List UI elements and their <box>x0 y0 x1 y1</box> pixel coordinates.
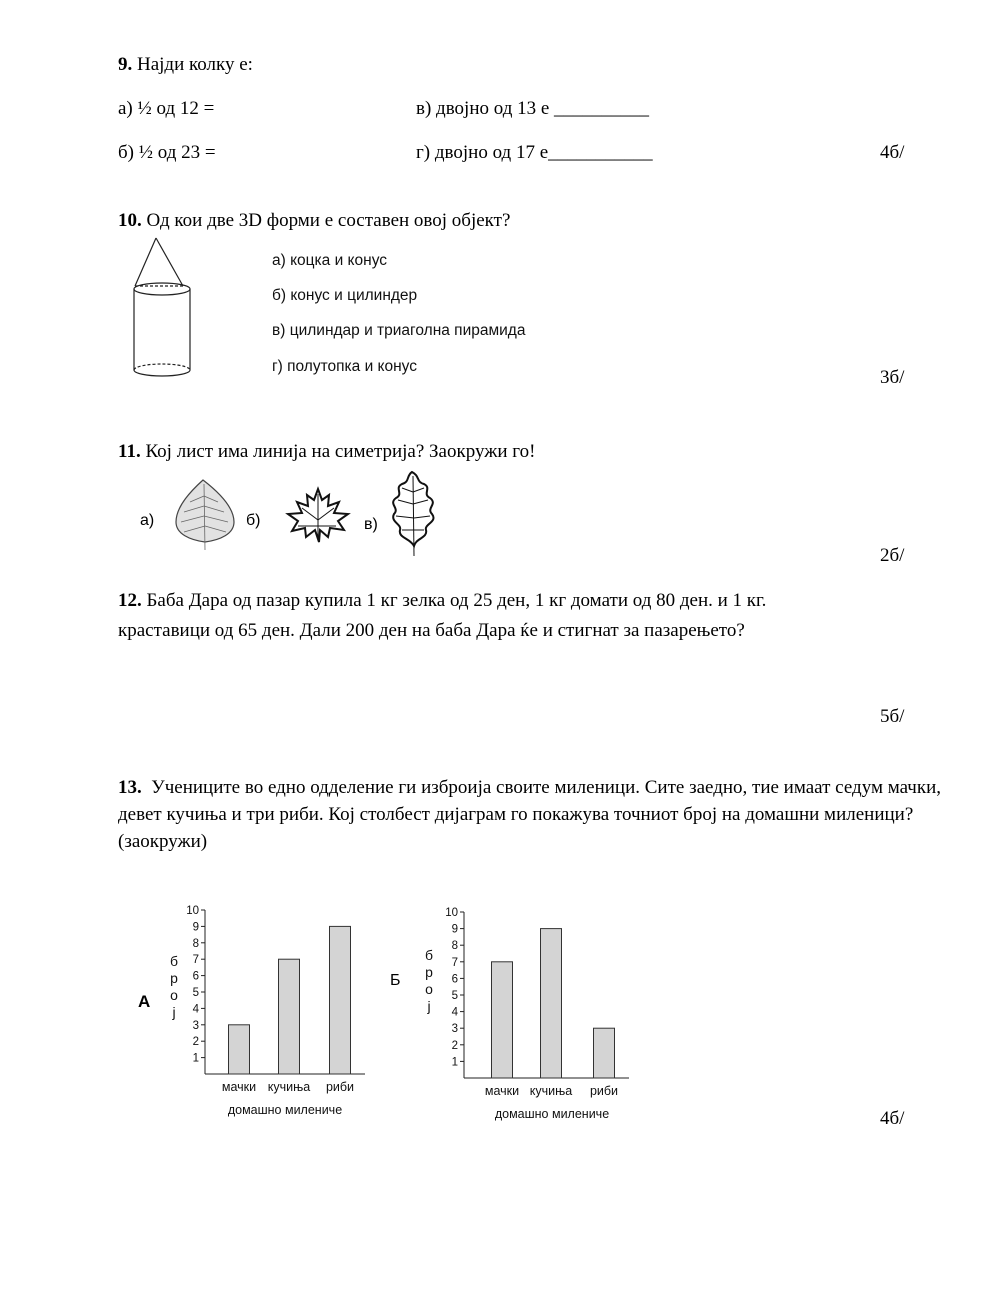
y-axis-label-letter: ј <box>172 1004 176 1020</box>
x-tick-label: кучиња <box>529 1084 573 1098</box>
q9-item-v: в) двојно од 13 е __________ <box>416 98 650 119</box>
y-tick-label: 6 <box>451 973 458 986</box>
maple-leaf-icon[interactable] <box>284 486 354 546</box>
q10-option-a[interactable]: а) коцка и конус <box>272 252 388 269</box>
oak-leaf-icon[interactable] <box>386 470 440 558</box>
x-axis-label: домашно милениче <box>494 1107 610 1121</box>
bar-риби <box>594 1028 615 1078</box>
y-tick-label: 10 <box>186 905 199 917</box>
bar-мачки <box>492 962 513 1078</box>
y-tick-label: 8 <box>451 940 458 953</box>
leaf-label-a: а) <box>140 512 155 529</box>
q11-prompt <box>118 441 535 463</box>
y-tick-label: 2 <box>192 1036 199 1049</box>
q9-prompt <box>118 54 253 76</box>
cone-cylinder-figure <box>125 236 200 386</box>
q13-points: 4б/ <box>880 1108 905 1129</box>
y-axis-label-letter: б <box>169 953 179 969</box>
bar-мачки <box>229 1025 250 1074</box>
chart-a-label[interactable]: А <box>138 992 151 1011</box>
q9-item-g: г) двојно од 17 е___________ <box>416 142 653 163</box>
y-tick-label: 6 <box>192 970 199 983</box>
q9-item-a: а) ½ од 12 = <box>118 98 215 119</box>
q10-option-v[interactable]: в) цилиндар и триаголна пирамида <box>272 322 526 339</box>
q11-points: 2б/ <box>880 545 905 566</box>
q9-text: Најди колку е: <box>137 54 253 75</box>
q10-option-g[interactable]: г) полутопка и конус <box>272 358 418 375</box>
q10-option-b[interactable]: б) конус и цилиндер <box>272 287 418 304</box>
q9-item-b: б) ½ од 23 = <box>118 142 216 163</box>
y-axis-label-letter: б <box>424 947 434 963</box>
y-tick-label: 2 <box>451 1039 458 1052</box>
q9-number: 9. <box>118 54 133 75</box>
q12-line2: краставици од 65 ден. Дали 200 ден на баба Дара ќе и стигнат за пазарењето? <box>118 620 745 641</box>
y-tick-label: 10 <box>445 907 458 919</box>
bar-chart-a <box>160 900 375 1125</box>
y-tick-label: 5 <box>451 990 458 1002</box>
q12-line1 <box>118 590 766 612</box>
heart-leaf-icon[interactable] <box>172 476 238 554</box>
bar-риби <box>330 926 351 1074</box>
q13-body: Учениците во едно одделение ги изброија своите миленици. Сите заедно, тие имаат седум мачки, девет кучиња и три риби. Кој столбест дијаграм го покажува точниот број на домашни миленици? (заокружи) <box>118 777 941 852</box>
q10-prompt <box>118 210 510 232</box>
leaf-label-b: б) <box>246 512 261 529</box>
q12-number: 12. <box>118 590 142 611</box>
x-tick-label: кучиња <box>267 1080 311 1094</box>
q13-number: 13. <box>118 777 142 798</box>
y-tick-label: 4 <box>192 1003 199 1016</box>
q13-text <box>118 774 948 855</box>
bar-chart-b <box>412 902 637 1127</box>
q10-number: 10. <box>118 210 142 231</box>
bar-кучиња <box>279 959 300 1074</box>
q11-number: 11. <box>118 441 141 462</box>
y-tick-label: 3 <box>451 1023 458 1036</box>
y-tick-label: 9 <box>451 923 458 936</box>
y-tick-label: 4 <box>451 1006 458 1019</box>
q10-points: 3б/ <box>880 367 905 388</box>
x-tick-label: мачки <box>484 1084 520 1098</box>
y-tick-label: 3 <box>192 1019 199 1032</box>
x-tick-label: риби <box>325 1080 355 1094</box>
y-axis-label-letter: ј <box>427 998 431 1014</box>
y-tick-label: 5 <box>192 987 199 999</box>
y-tick-label: 8 <box>192 937 199 950</box>
x-tick-label: мачки <box>221 1080 257 1094</box>
y-tick-label: 1 <box>451 1056 458 1069</box>
leaf-label-v: в) <box>364 516 378 533</box>
y-tick-label: 7 <box>192 954 199 967</box>
y-axis-label-letter: о <box>170 987 178 1003</box>
q9-points: 4б/ <box>880 142 905 163</box>
y-tick-label: 1 <box>192 1052 199 1065</box>
y-tick-label: 7 <box>451 956 458 969</box>
y-axis-label-letter: о <box>425 981 433 997</box>
q10-text: Од кои две 3D форми е составен овој објект? <box>146 210 511 231</box>
bar-кучиња <box>541 929 562 1078</box>
y-axis-label-letter: р <box>425 964 433 980</box>
x-axis-label: домашно милениче <box>227 1103 343 1117</box>
q11-text: Кој лист има линија на симетрија? Заокружи го! <box>145 441 536 462</box>
q12-points: 5б/ <box>880 706 905 727</box>
x-tick-label: риби <box>589 1084 619 1098</box>
y-tick-label: 9 <box>192 921 199 934</box>
q12-text-1: Баба Дара од пазар купила 1 кг зелка од 25 ден, 1 кг домати од 80 ден. и 1 кг. <box>146 590 767 611</box>
chart-b-label[interactable]: Б <box>390 972 401 989</box>
y-axis-label-letter: р <box>170 970 178 986</box>
